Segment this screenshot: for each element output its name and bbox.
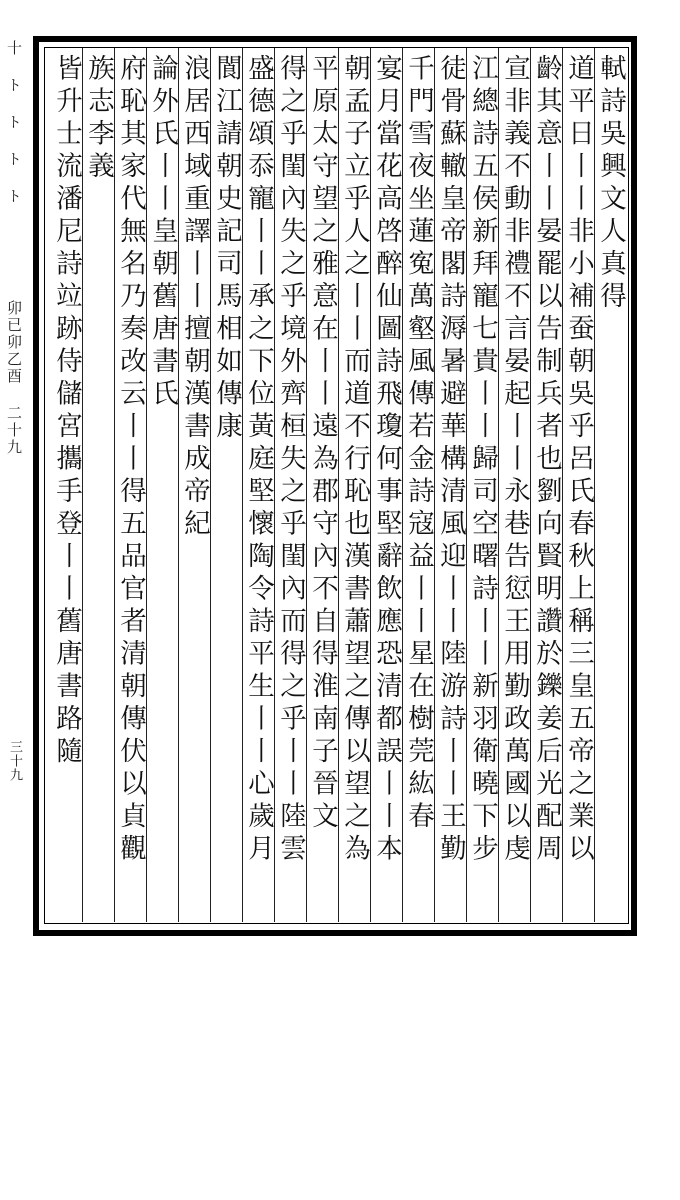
text-column bbox=[82, 50, 114, 922]
column-text: 千門雪夜坐蓮寃萬壑風傳若金詩寇益丨丨星在樹莞紘春 bbox=[403, 54, 434, 834]
column-rule bbox=[242, 48, 243, 922]
column-rule bbox=[210, 48, 211, 922]
text-column bbox=[338, 50, 370, 922]
column-text: 平原太守望之雅意在丨丨遠為郡守內不自得淮南子晉文 bbox=[307, 54, 338, 834]
column-text: 族志李義 bbox=[83, 54, 114, 184]
column-text: 得之乎閨內失之乎境外齊桓失之乎閨內而得之乎丨丨陸雲 bbox=[275, 54, 306, 867]
margin-side-label: 卯已卯乙酉 二十九 bbox=[5, 300, 23, 456]
column-text: 朝孟子立乎人之丨丨而道不行恥也漢書蕭望之傳以望之為 bbox=[339, 54, 370, 867]
text-column bbox=[50, 50, 82, 922]
column-rule bbox=[594, 48, 595, 922]
text-column bbox=[370, 50, 402, 922]
page-number: 三十九 bbox=[7, 740, 22, 782]
text-column bbox=[242, 50, 274, 922]
column-rule bbox=[178, 48, 179, 922]
text-column bbox=[402, 50, 434, 922]
column-rule bbox=[434, 48, 435, 922]
column-rule bbox=[338, 48, 339, 922]
column-text: 閬江請朝史記司馬相如傳康 bbox=[211, 54, 242, 444]
column-text: 皆升士流潘尼詩竝跡侍儲宮攜手登丨丨舊唐書路隨 bbox=[51, 54, 82, 769]
column-text: 道平日丨丨非小補蚕朝吳乎呂氏春秋上稱三皇五帝之業以 bbox=[563, 54, 594, 867]
column-text: 盛德頌忝寵丨丨承之下位黃庭堅懷陶令詩平生丨丨心歲月 bbox=[243, 54, 274, 867]
text-column bbox=[114, 50, 146, 922]
text-column bbox=[498, 50, 530, 922]
column-text: 宴月當花高啓醉仙圖詩飛瓊何事堅辭飲應恐清都誤丨丨本 bbox=[371, 54, 402, 867]
text-column bbox=[306, 50, 338, 922]
column-rule bbox=[498, 48, 499, 922]
column-text: 浪居西域重譯丨丨擅朝漢書成帝紀 bbox=[179, 54, 210, 542]
column-rule bbox=[402, 48, 403, 922]
column-rule bbox=[562, 48, 563, 922]
column-text: 徒骨蘇轍皇帝閣詩溽暑避華構清風迎丨丨陸游詩丨丨王勤 bbox=[435, 54, 466, 867]
column-rule bbox=[146, 48, 147, 922]
column-text: 論外氏丨丨皇朝舊唐書氏 bbox=[147, 54, 178, 412]
text-column bbox=[274, 50, 306, 922]
text-column bbox=[562, 50, 594, 922]
column-text: 軾詩吳興文人真得 bbox=[595, 54, 626, 314]
column-rule bbox=[306, 48, 307, 922]
margin-top-label: 十 ト ト ト ト bbox=[5, 40, 23, 205]
text-column bbox=[466, 50, 498, 922]
column-text: 齡其意丨丨晏罷以告制兵者也劉向賢明讚於鑠姜后光配周 bbox=[531, 54, 562, 867]
column-text: 府恥其家代無名乃奏改云丨丨得五品官者清朝傳伏以貞觀 bbox=[115, 54, 146, 867]
column-text: 江總詩五侯新拜寵七貴丨丨歸司空曙詩丨丨新羽衛曉下步 bbox=[467, 54, 498, 867]
text-column bbox=[146, 50, 178, 922]
text-column bbox=[210, 50, 242, 922]
column-rule bbox=[466, 48, 467, 922]
column-text: 宣非義不動非禮不言晏起丨丨永巷告愆王用勤政萬國以虔 bbox=[499, 54, 530, 867]
column-rule bbox=[114, 48, 115, 922]
text-column bbox=[434, 50, 466, 922]
column-rule bbox=[82, 48, 83, 922]
column-rule bbox=[530, 48, 531, 922]
text-column bbox=[594, 50, 626, 922]
column-rule bbox=[370, 48, 371, 922]
column-rule bbox=[274, 48, 275, 922]
text-column bbox=[178, 50, 210, 922]
text-column bbox=[530, 50, 562, 922]
